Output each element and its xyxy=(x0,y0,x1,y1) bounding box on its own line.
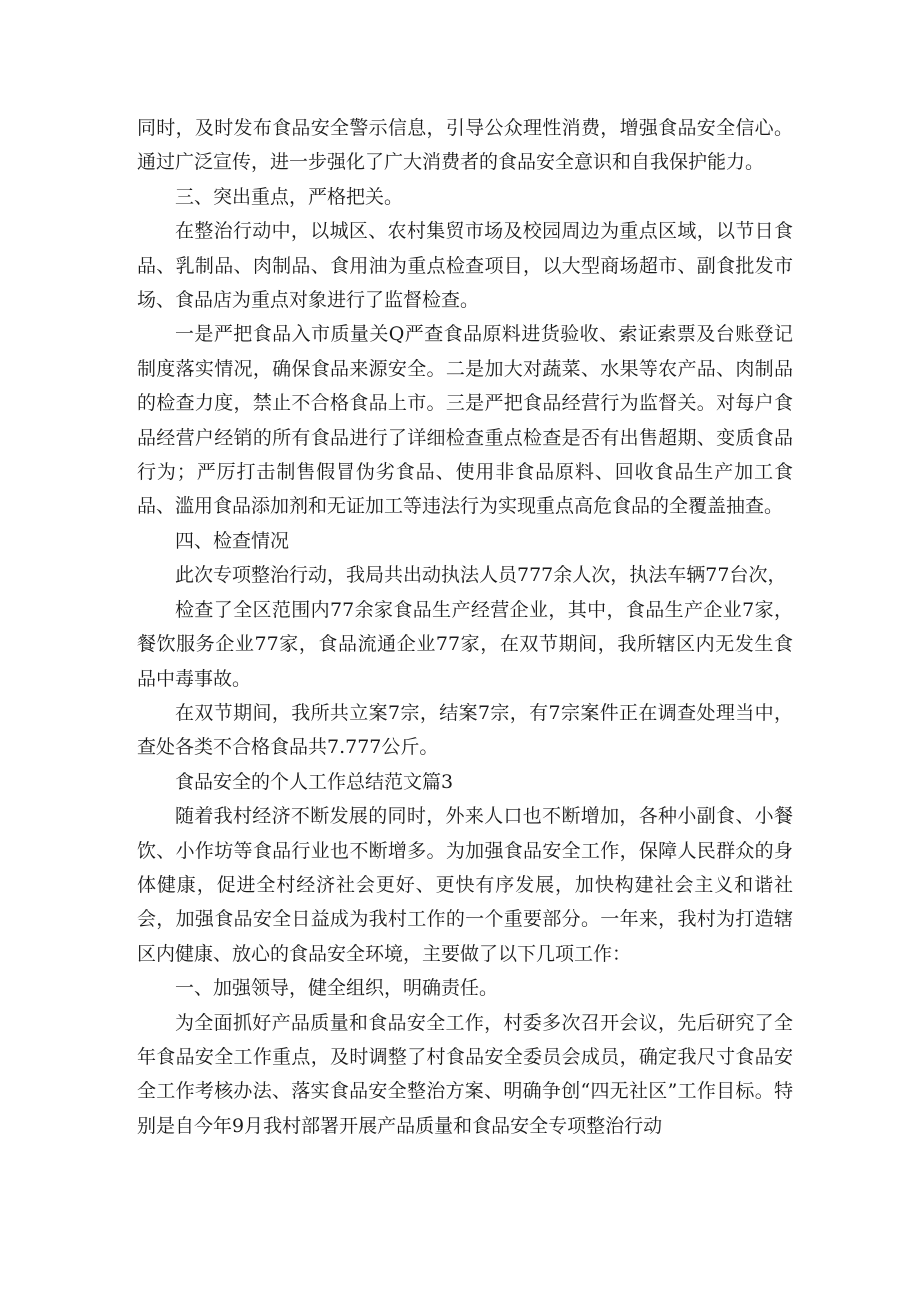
paragraph: 一是严把食品入市质量关Q严查食品原料进货验收、索证索票及台账登记制度落实情况，确保食品来源安全。二是加大对蔬菜、水果等农产品、肉制品的检查力度，禁止不合格食品上市。三是严把食品经营行为监督关。对每户食品经营户经销的所有食品进行了详细检查重点检查是否有出售超期、变质食品行为；严厉打击制售假冒伪劣食品、使用非食品原料、回收食品生产加工食品、滥用食品添加剂和无证加工等违法行为实现重点高危食品的全覆盖抽查。 xyxy=(137,323,793,518)
article-title: 食品安全的个人工作总结范文篇3 xyxy=(175,770,454,793)
paragraph: 此次专项整治行动，我局共出动执法人员777余人次，执法车辆77台次， xyxy=(175,564,787,587)
paragraph: 在双节期间，我所共立案7宗，结案7宗，有7宗案件正在调查处理当中，查处各类不合格食品共7.777公斤。 xyxy=(137,701,793,759)
section-heading: 一、加强领导，健全组织，明确责任。 xyxy=(175,977,499,1000)
document-body xyxy=(137,111,793,1143)
section-heading: 四、检查情况 xyxy=(175,529,290,552)
paragraph: 为全面抓好产品质量和食品安全工作，村委多次召开会议，先后研究了全年食品安全工作重点，及时调整了村食品安全委员会成员，确定我尺寸食品安全工作考核办法、落实食品安全整治方案、明确争创“四无社区”工作目标。特别是自今年9月我村部署开展产品质量和食品安全专项整治行动 xyxy=(137,1011,793,1137)
paragraph: 在整治行动中，以城区、农村集贸市场及校园周边为重点区域，以节日食品、乳制品、肉制品、食用油为重点检查项目，以大型商场超市、副食批发市场、食品店为重点对象进行了监督检查。 xyxy=(137,220,793,312)
section-heading: 三、突出重点，严格把关。 xyxy=(175,185,404,208)
paragraph: 随着我村经济不断发展的同时，外来人口也不断增加，各种小副食、小餐饮、小作坊等食品行业也不断增多。为加强食品安全工作，保障人民群众的身体健康，促进全村经济社会更好、更快有序发展，加快构建社会主义和谐社会，加强食品安全日益成为我村工作的一个重要部分。一年来，我村为打造辖区内健康、放心的食品安全环境，主要做了以下几项工作： xyxy=(137,805,793,965)
paragraph: 检查了全区范围内77余家食品生产经营企业，其中，食品生产企业7家，餐饮服务企业77家，食品流通企业77家，在双节期间，我所辖区内无发生食品中毒事故。 xyxy=(137,598,793,690)
paragraph: 同时，及时发布食品安全警示信息，引导公众理性消费，增强食品安全信心。通过广泛宣传，进一步强化了广大消费者的食品安全意识和自我保护能力。 xyxy=(137,117,793,174)
